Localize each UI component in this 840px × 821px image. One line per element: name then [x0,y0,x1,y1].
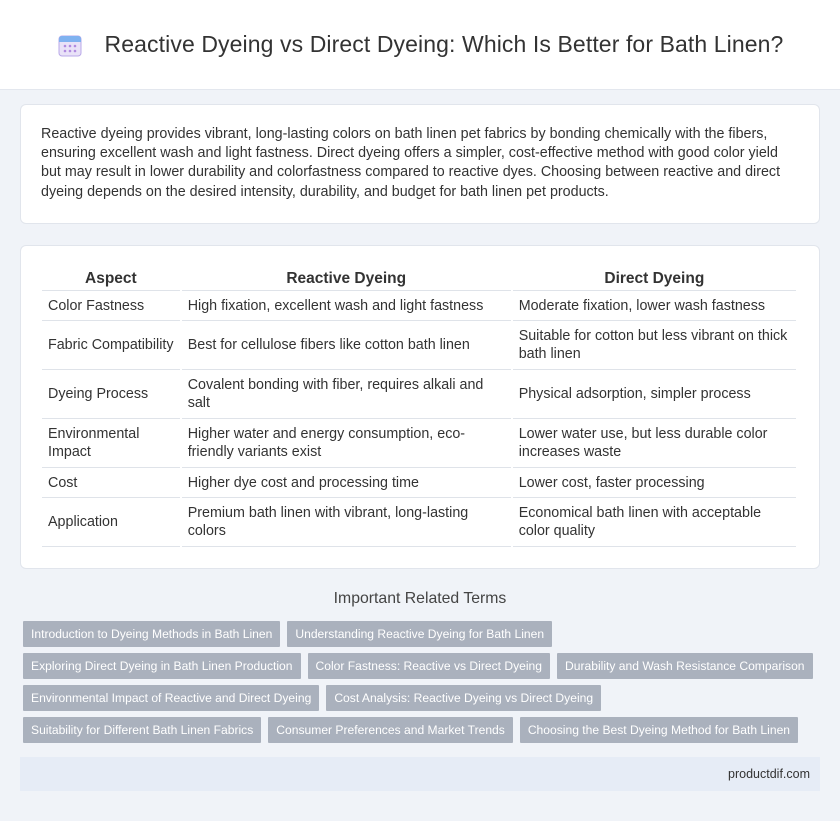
calendar-icon [57,32,83,58]
table-cell: Dyeing Process [42,370,180,419]
table-cell: Higher water and energy consumption, eco-friendly variants exist [182,419,511,468]
table-row [42,321,796,370]
footer [20,757,820,791]
related-term-tag[interactable]: Environmental Impact of Reactive and Direct Dyeing [23,685,319,711]
related-term-tag[interactable]: Durability and Wash Resistance Comparison [557,653,813,679]
related-term-tag[interactable]: Understanding Reactive Dyeing for Bath Linen [287,621,552,647]
related-term-tag[interactable]: Consumer Preferences and Market Trends [268,717,513,743]
comparison-table [40,266,798,547]
table-cell: Best for cellulose fibers like cotton bath linen [182,321,511,370]
tag-row [23,621,823,647]
table-cell: Color Fastness [42,291,180,321]
table-cell: Economical bath linen with acceptable color quality [513,498,796,547]
related-term-tag[interactable]: Cost Analysis: Reactive Dyeing vs Direct Dyeing [326,685,601,711]
table-header-row [42,266,796,291]
table-row [42,370,796,419]
intro-text: Reactive dyeing provides vibrant, long-lasting colors on bath linen pet fabrics by bonding chemically with the fibers, ensuring excellent wash and light fastness. Direct dyeing offers a simpler, cost-effective method with good color yield but may result in lower durability and colorfastness compared to reactive dyes. Choosing between reactive and direct dyeing depends on the desired intensity, durability, and budget for bath linen pet products. [41,126,781,200]
related-term-tag[interactable]: Introduction to Dyeing Methods in Bath Linen [23,621,280,647]
header-direct: Direct Dyeing [513,266,796,291]
table-cell: Lower water use, but less durable color increases waste [513,419,796,468]
related-terms-title: Important Related Terms [333,590,507,607]
table-cell: High fixation, excellent wash and light fastness [182,291,511,321]
related-term-tag[interactable]: Suitability for Different Bath Linen Fabrics [23,717,261,743]
table-cell: Application [42,498,180,547]
header-aspect: Aspect [42,266,180,291]
footer-site-link[interactable]: productdif.com [728,767,810,781]
page-title: Reactive Dyeing vs Direct Dyeing: Which Is Better for Bath Linen? [104,31,784,57]
related-term-tag[interactable]: Choosing the Best Dyeing Method for Bath Linen [520,717,798,743]
table-row [42,291,796,321]
related-terms-tags [23,621,823,749]
tag-row [23,685,823,711]
table-cell: Higher dye cost and processing time [182,468,511,498]
table-row [42,468,796,498]
comparison-table-card [20,245,820,569]
related-term-tag[interactable]: Color Fastness: Reactive vs Direct Dyeing [308,653,551,679]
table-cell: Environmental Impact [42,419,180,468]
tag-row [23,653,823,679]
table-cell: Cost [42,468,180,498]
table-cell: Suitable for cotton but less vibrant on thick bath linen [513,321,796,370]
table-cell: Fabric Compatibility [42,321,180,370]
header-reactive: Reactive Dyeing [182,266,511,291]
table-row [42,419,796,468]
table-cell: Moderate fixation, lower wash fastness [513,291,796,321]
table-cell: Premium bath linen with vibrant, long-lasting colors [182,498,511,547]
table-cell: Lower cost, faster processing [513,468,796,498]
related-term-tag[interactable]: Exploring Direct Dyeing in Bath Linen Production [23,653,301,679]
table-cell: Physical adsorption, simpler process [513,370,796,419]
table-cell: Covalent bonding with fiber, requires alkali and salt [182,370,511,419]
tag-row [23,717,823,743]
table-row [42,498,796,547]
page-header [0,0,840,90]
intro-card [20,104,820,224]
